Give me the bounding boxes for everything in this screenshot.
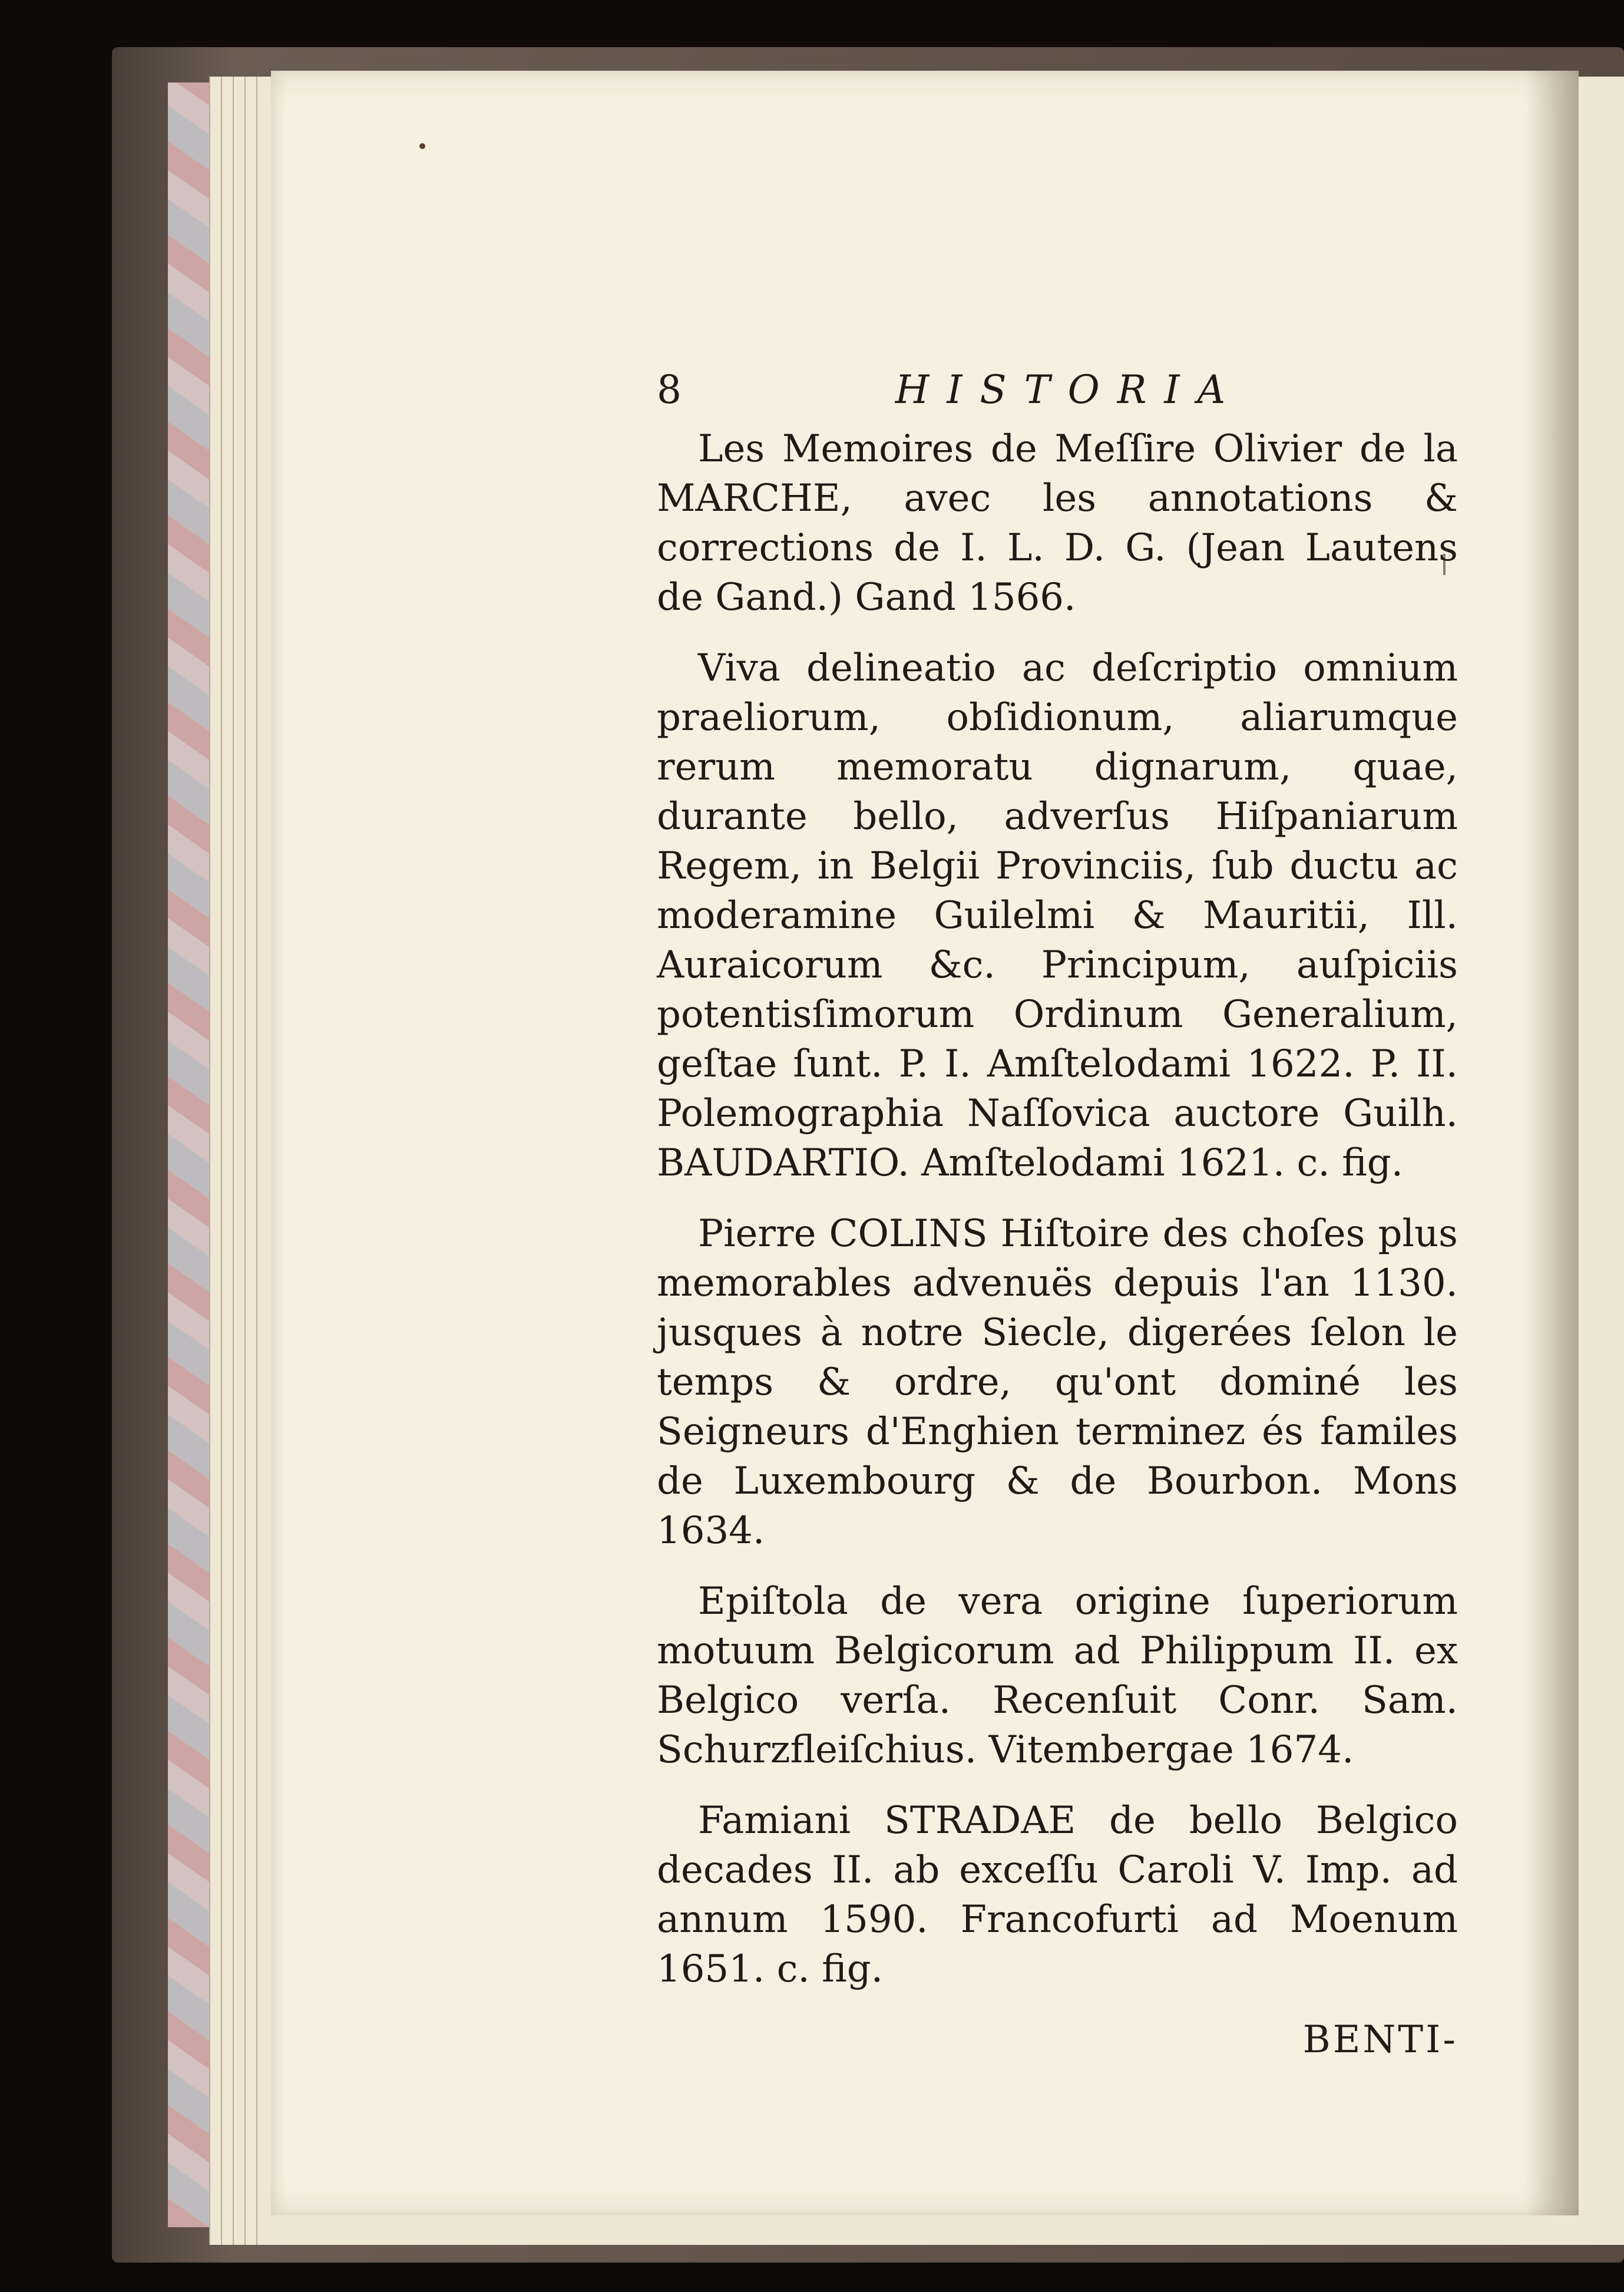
page-header xyxy=(657,365,1458,424)
entry-text: Les Memoires de Meſſire Olivier de la MARCHE, avec les annotations & corrections de I. L. D. G. (Jean Lautens de Gand.) Gand 1566. xyxy=(657,427,1458,619)
bibliography-entry xyxy=(657,1577,1458,1775)
entry-text: Viva delineatio ac deſcriptio omnium praeliorum, obſidionum, aliarumque rerum memoratu dignarum, quae, durante bello, adverſus Hiſpaniarum Regem, in Belgii Provinciis, ſub ductu ac moderamine Guilelmi & Mauritii, Ill. Auraicorum &c. Principum, auſpiciis potentisſimorum Ordinum Generalium, geſtae ſunt. P. I. Amſtelodami 1622. P. II. Polemographia Naſſovica auctore Guilh. BAUDARTIO. Amſtelodami 1621. c. fig. xyxy=(657,646,1458,1185)
gutter-shadow xyxy=(1526,71,1579,2215)
ink-spot xyxy=(419,143,425,149)
bibliography-entry xyxy=(657,1796,1458,1994)
catchword: BENTI- xyxy=(1302,2018,1458,2062)
bibliography-entry xyxy=(657,1209,1458,1555)
entry-text: Pierre COLINS Hiſtoire des choſes plus memorables advenuës depuis l'an 1130. jusques à notre Siecle, digerées ſelon le temps & ordre, qu'ont dominé les Seigneurs d'Enghien terminez és familes de Luxembourg & de Bourbon. Mons 1634. xyxy=(657,1212,1458,1553)
bibliography-entry xyxy=(657,643,1458,1188)
page-content xyxy=(657,365,1458,2065)
bibliography-entry xyxy=(657,424,1458,622)
entry-text: Epiſtola de vera origine ſuperiorum motuum Belgicorum ad Philippum II. ex Belgico verſa. Recenſuit Conr. Sam. Schurzfleiſchius. Vitembergae 1674. xyxy=(657,1580,1458,1772)
page-number: 8 xyxy=(657,367,682,412)
entry-text: Famiani STRADAE de bello Belgico decades II. ab exceſſu Caroli V. Imp. ad annum 1590. Francofurti ad Moenum 1651. c. fig. xyxy=(657,1799,1458,1991)
running-head: HISTORIA xyxy=(895,367,1243,412)
